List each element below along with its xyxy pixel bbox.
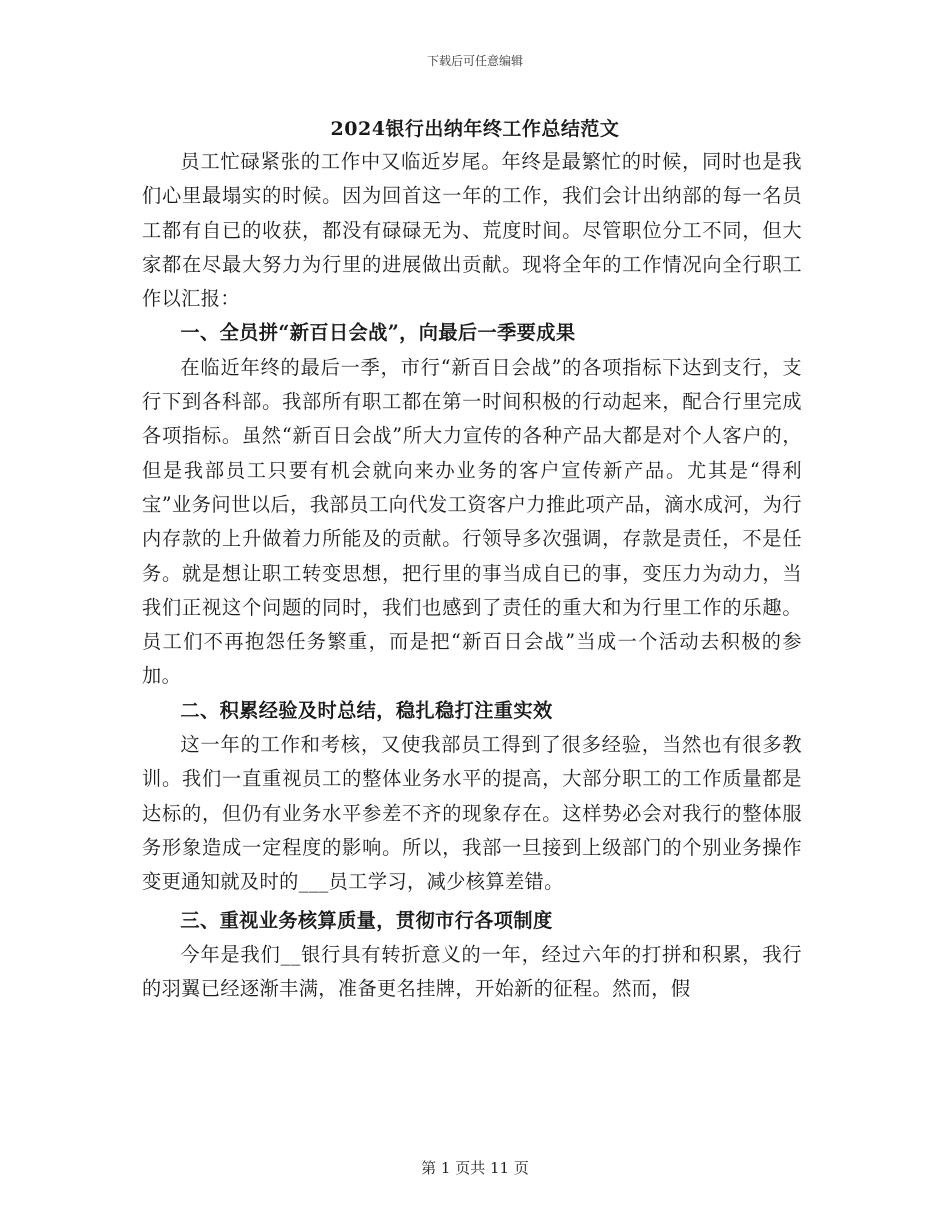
section-1-paragraph: 在临近年终的最后一季，市行“新百日会战”的各项指标下达到支行，支行下到各科部。我部所有职工都在第一时间积极的行动起来，配合行里完成各项指标。虽然“新百日会战”所大力宣传的各种产品大都是对个人客户的，但是我部员工只要有机会就向来办业务的客户宣传新产品。尤其是“得利宝”业务问世以后，我部员工向代发工资客户力推此项产品，滴水成河，为行内存款的上升做着力所能及的贡献。行领导多次强调，存款是责任，不是任务。就是想让职工转变思想，把行里的事当成自已的事，变压力为动力，当我们正视这个问题的同时，我们也感到了责任的重大和为行里工作的乐趣。员工们不再抱怨任务繁重，而是把“新百日会战”当成一个活动去积极的参加。: [142, 355, 802, 688]
document-title: 2024银行出纳年终工作总结范文: [330, 118, 620, 140]
section-2-paragraph: 这一年的工作和考核，又使我部员工得到了很多经验，当然也有很多教训。我们一直重视员工的整体业务水平的提高，大部分职工的工作质量都是达标的，但仍有业务水平参差不齐的现象存在。这样势必会对我行的整体服务形象造成一定程度的影响。所以，我部一旦接到上级部门的个别业务操作变更通知就及时的___员工学习，减少核算差错。: [142, 733, 802, 894]
intro-paragraph: 员工忙碌紧张的工作中又临近岁尾。年终是最繁忙的时候，同时也是我们心里最塌实的时候。因为回首这一年的工作，我们会计出纳部的每一名员工都有自已的收获，都没有碌碌无为、荒度时间。尽管职位分工不同，但大家都在尽最大努力为行里的进展做出贡献。现将全年的工作情况向全行职工作以汇报：: [142, 150, 802, 311]
section-2-heading: 二、积累经验及时总结，稳扎稳打注重实效: [180, 698, 553, 722]
document-body: [142, 145, 802, 1006]
page-indicator: 第 1 页共 11 页: [421, 1159, 529, 1177]
download-note: 下载后可任意编辑: [426, 54, 523, 68]
section-3-heading: 三、重视业务核算质量，贯彻市行各项制度: [180, 908, 553, 932]
section-1-heading: 一、全员拼“新百日会战”，向最后一季要成果: [180, 321, 576, 345]
section-3-paragraph: 今年是我们__银行具有转折意义的一年，经过六年的打拼和积累，我行的羽翼已经逐渐丰满，准备更名挂牌，开始新的征程。然而，假: [142, 942, 802, 1001]
